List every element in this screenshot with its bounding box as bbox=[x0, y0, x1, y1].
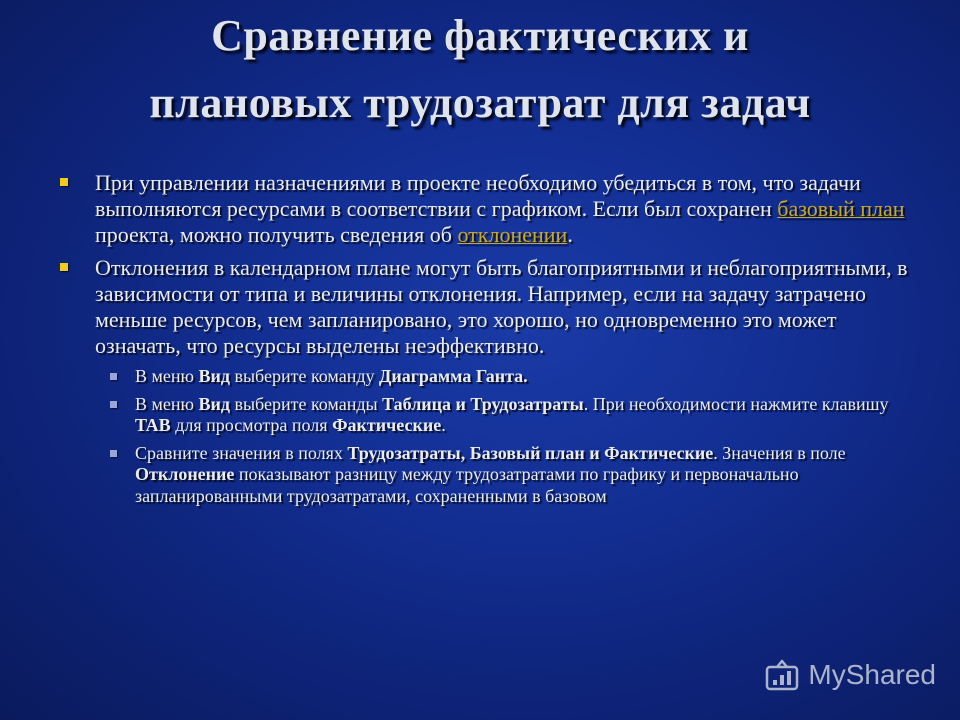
sub-bullet-item-1 bbox=[95, 366, 908, 388]
bullet-2-text: Отклонения в календарном плане могут быть благоприятными и неблагоприятными, в зависимости от типа и величины отклонения. Например, если на задачу затрачено меньше ресурсов, чем запланировано, это хорошо, но одновременно это может означать, что ресурсы выделены неэффективно. bbox=[95, 255, 908, 358]
baseline-link[interactable]: базовый план bbox=[777, 196, 905, 221]
sub-3-bold-b: Отклонение bbox=[135, 464, 235, 484]
small-square-bullet-icon bbox=[110, 450, 117, 457]
sub-2-bold-a: Вид bbox=[198, 393, 230, 414]
slide-title bbox=[40, 2, 920, 136]
bullet-1-text-a: При управлении назначениями в проекте необходимо убедиться в том, что задачи выполняются ресурсами в соответствии с графиком. Если был сохранен bbox=[95, 170, 861, 221]
sub-2-bold-d: Фактические bbox=[332, 415, 442, 435]
sub-2-bold-c: TAB bbox=[135, 415, 171, 435]
sub-3-text-a: Сравните значения в полях bbox=[135, 442, 348, 463]
small-square-bullet-icon bbox=[110, 401, 117, 408]
slide-body bbox=[58, 170, 908, 513]
square-bullet-icon bbox=[60, 178, 68, 186]
sub-1-text-a: В меню bbox=[135, 366, 199, 386]
sub-3-text-c: показывают разницу между трудозатратами по графику и первоначально запланированными трудозатратами, сохраненными в базовом bbox=[135, 464, 799, 506]
sub-3-text-b: . Значения в поле bbox=[713, 442, 846, 463]
sub-2-text-b: выберите команды bbox=[229, 393, 383, 414]
sub-2-text-a: В меню bbox=[135, 393, 199, 414]
sub-2-text-d: для просмотра поля bbox=[170, 415, 333, 435]
sub-2-bold-b: Таблица и Трудозатраты bbox=[382, 393, 584, 414]
sub-1-text-b: выберите команду bbox=[229, 366, 379, 386]
small-square-bullet-icon bbox=[110, 373, 117, 380]
watermark-text: MyShared bbox=[808, 659, 936, 690]
sub-bullet-list bbox=[95, 366, 908, 507]
sub-3-bold-a: Трудозатраты, Базовый план и Фактические bbox=[347, 442, 714, 463]
square-bullet-icon bbox=[60, 263, 68, 271]
sub-2-text-e: . bbox=[441, 415, 446, 435]
myshared-watermark bbox=[764, 658, 936, 692]
bullet-item-1 bbox=[58, 170, 908, 248]
title-line-2: плановых трудозатрат для задач bbox=[149, 78, 811, 127]
sub-1-bold-b: Диаграмма Ганта. bbox=[378, 366, 528, 386]
myshared-logo-icon bbox=[764, 658, 802, 692]
bullet-item-2 bbox=[58, 255, 908, 359]
bullet-1-text-c: . bbox=[567, 222, 573, 247]
variance-link[interactable]: отклонении bbox=[457, 222, 568, 247]
title-line-1: Сравнение фактических и bbox=[211, 11, 749, 60]
sub-bullet-item-2 bbox=[95, 394, 908, 437]
sub-1-bold-a: Вид bbox=[198, 366, 230, 386]
sub-bullet-item-3 bbox=[95, 443, 908, 508]
sub-2-text-c: . При необходимости нажмите клавишу bbox=[583, 393, 889, 414]
bullet-1-text-b: проекта, можно получить сведения об bbox=[95, 222, 458, 247]
